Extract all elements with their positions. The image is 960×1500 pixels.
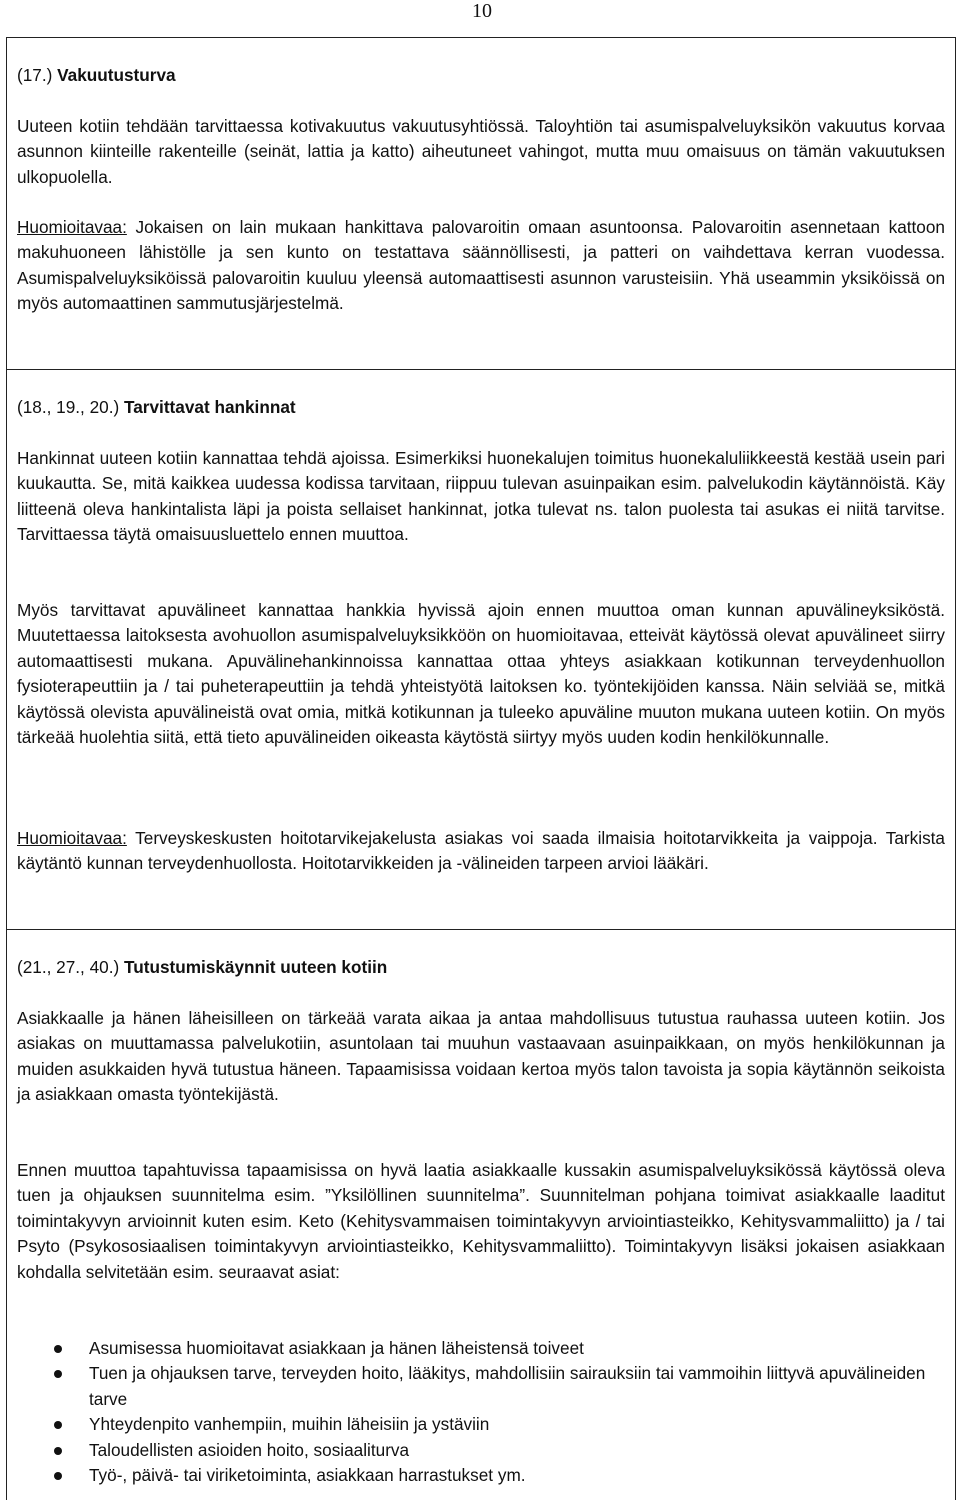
section-insurance [6, 37, 956, 370]
paragraph: Uuteen kotiin tehdään tarvittaessa kotivakuutus vakuutusyhtiössä. Taloyhtiön tai asumispalveluyksikön vakuutus korvaa asunnon kiinteille rakenteille (seinät, lattia ja katto) aiheutuneet vahingot, mutta muu omaisuus on tämän vakuutuksen ulkopuolella. [17, 116, 945, 187]
paragraph: Hankinnat uuteen kotiin kannattaa tehdä ajoissa. Esimerkiksi huonekalujen toimitus huonekaluliikkeestä kestää usein pari kuukautta. Se, mitä kaikkea uudessa kodissa tarvitaan, riippuu tulevan asuinpaikan esim. palvelukodin käytännöistä. Käy liitteenä oleva hankintalista läpi ja poista sellaiset hankinnat, jotka tulevat ns. talon puolesta tai asukas ei niitä tarvitse. Tarvittaessa täytä omaisuusluettelo ennen muuttoa. [17, 448, 945, 545]
list-item: Työ-, päivä- tai viriketoiminta, asiakkaan harrastukset ym. [17, 1463, 945, 1488]
section-number: (21., 27., 40.) [17, 957, 125, 977]
section-heading [17, 63, 945, 88]
note-label: Huomioitavaa: [17, 828, 127, 848]
section-visits [6, 930, 956, 1500]
section-number: (18., 19., 20.) [17, 397, 125, 417]
section-title: Vakuutusturva [57, 65, 176, 85]
paragraph [17, 826, 945, 877]
list-item: Tuen ja ohjauksen tarve, terveyden hoito, lääkitys, mahdollisiin sairauksiin tai vammoihin liittyvä apuvälineiden tarve [17, 1361, 945, 1412]
page-number: 10 [472, 0, 492, 22]
paragraph: Asiakkaalle ja hänen läheisilleen on tärkeää varata aikaa ja antaa mahdollisuus tutustua rauhassa uuteen kotiin. Jos asiakas on muuttamassa palvelukotiin, asuntolaan tai muuhun vastaavaan asuinpaikkaan, on myös henkilökunnan ja muiden asukkaiden hyvä tutustua häneen. Tapaamisissa voidaan kertoa myös talon tavoista ja sopia käytännön seikoista ja asiakkaan omasta työntekijästä. [17, 1008, 945, 1105]
paragraph: Ennen muuttoa tapahtuvissa tapaamisissa on hyvä laatia asiakkaalle kussakin asumispalveluyksikössä käytössä oleva tuen ja ohjauksen suunnitelma esim. ”Yksilöllinen suunnitelma”. Suunnitelman pohjana toimivat asiakkaalle laaditut toimintakyvyn arvioinnit kuten esim. Keto (Kehitysvammaisen toimintakyvyn arviointiasteikko, Kehitysvammaliitto) ja / tai Psyto (Psykososiaalisen toimintakyvyn arviointiasteikko, Kehitysvammaliitto). Toimintakyvyn lisäksi jokaisen asiakkaan kohdalla selvitetään esim. seuraavat asiat: [17, 1160, 945, 1282]
section-heading [17, 955, 945, 980]
bullet-list [17, 1336, 945, 1488]
list-item: Asumisessa huomioitavat asiakkaan ja hänen läheistensä toiveet [17, 1336, 945, 1361]
section-number: (17.) [17, 65, 58, 85]
section-purchases [6, 370, 956, 930]
paragraph: Myös tarvittavat apuvälineet kannattaa hankkia hyvissä ajoin ennen muuttoa oman kunnan apuvälineyksiköstä. Muutettaessa laitoksesta avohuollon asumispalveluyksikköön on huomioitavaa, etteivät käytössä olevat apuvälineet siirry automaattisesti mukana. Apuvälinehankinnoissa kannattaa ottaa yhteys asiakkaan kotikunnan terveydenhuollon fysioterapeuttiin ja / tai puheterapeuttiin ja tehdä yhteistyötä laitoksen ko. työntekijöiden kanssa. Näin selviää se, mitkä käytössä olevista apuvälineistä ovat omia, mitkä kotikunnan ja tuleeko apuväline muuton mukana uuteen kotiin. On myös tärkeää huolehtia siitä, että tieto apuvälineiden oikeasta käytöstä siirtyy myös uuden kodin henkilökunnalle. [17, 600, 945, 748]
note-text: Terveyskeskusten hoitotarvikejakelusta asiakas voi saada ilmaisia hoitotarvikkeita ja vaippoja. Tarkista käytäntö kunnan terveydenhuollosta. Hoitotarvikkeiden ja -välineiden tarpeen arvioi lääkäri. [17, 828, 945, 874]
note-label: Huomioitavaa: [17, 217, 127, 237]
section-title: Tutustumiskäynnit uuteen kotiin [124, 957, 388, 977]
section-heading [17, 395, 945, 420]
note-text: Jokaisen on lain mukaan hankittava palovaroitin omaan asuntoonsa. Palovaroitin asennetaan kattoon makuhuoneen lähistölle ja sen kunto on testattava säännöllisesti, ja patteri on vaihdettava kerran vuodessa. Asumispalveluyksiköissä palovaroitin kuuluu yleensä automaattisesti asunnon varusteisiin. Yhä useammin yksiköissä on myös automaattinen sammutusjärjestelmä. [17, 217, 945, 314]
list-item: Taloudellisten asioiden hoito, sosiaaliturva [17, 1438, 945, 1463]
paragraph [17, 215, 945, 317]
list-item: Yhteydenpito vanhempiin, muihin läheisiin ja ystäviin [17, 1412, 945, 1437]
section-title: Tarvittavat hankinnat [124, 397, 296, 417]
